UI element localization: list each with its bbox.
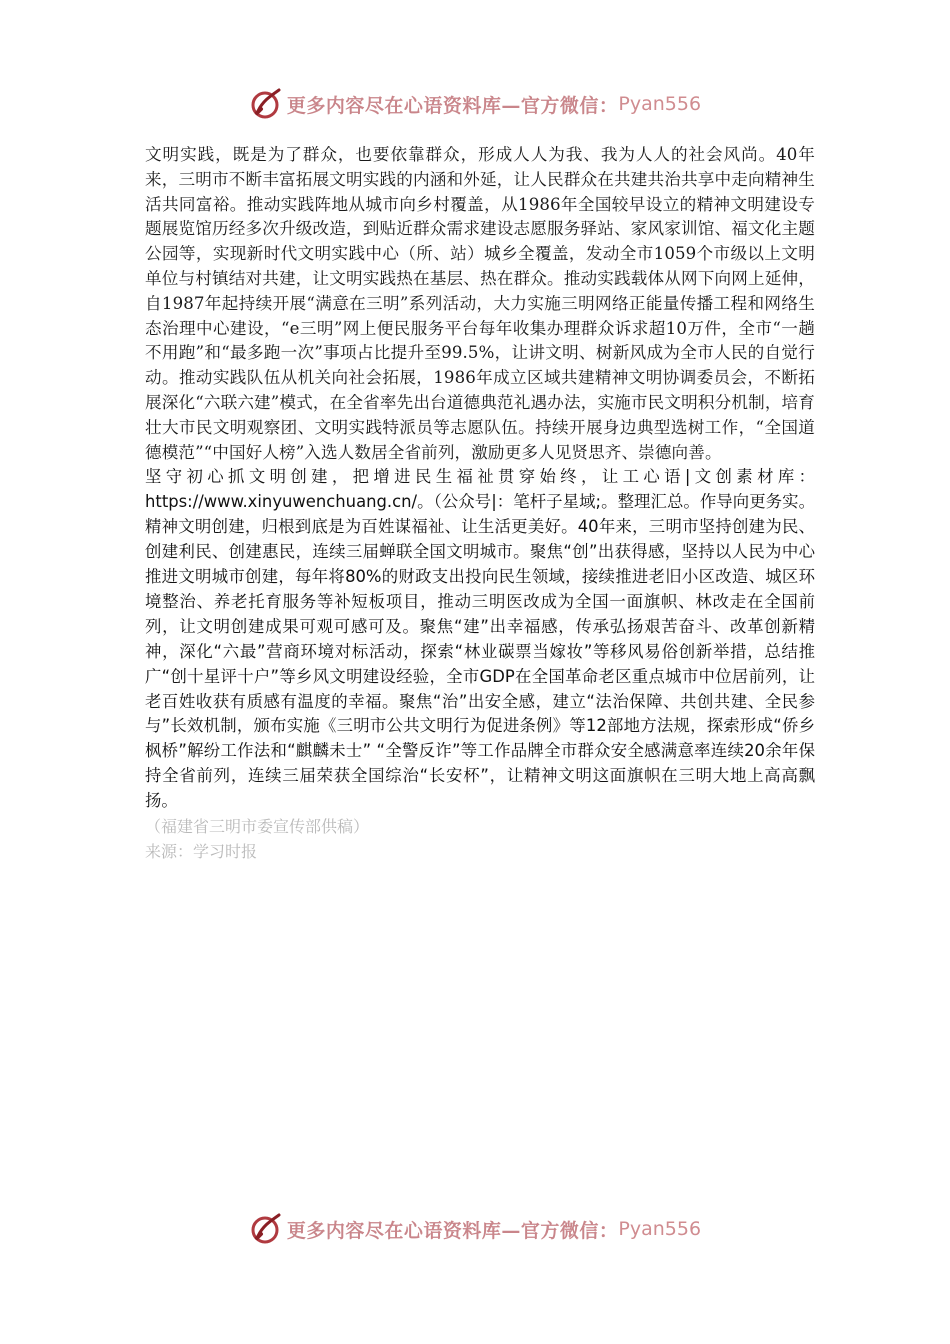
article-source: 来源：学习时报 [145, 842, 258, 862]
banner-wechat-id: Pyan556 [618, 1218, 702, 1240]
banner-site-text: 更多内容尽在心语资料库—官方微信： [286, 1219, 619, 1242]
article-contributor: （福建省三明市委宣传部供稿） [145, 817, 370, 837]
banner-site-text: 更多内容尽在心语资料库—官方微信： [286, 94, 619, 117]
header-watermark-banner [0, 84, 950, 124]
banner-wechat-id: Pyan556 [618, 93, 702, 115]
article-paragraph-2: 坚守初心抓文明创建，把增进民生福祉贯穿始终，让工心语|文创素材库：https://www.xinyuwenchuang.cn/。（公众号|：笔杆子星域;。整理汇总。作导向更务实。精神文明创建，归根到底是为百姓谋福祉、让生活更美好。40年来，三明市坚持创建为民、创建利民、创建惠民，连续三届蝉联全国文明城市。聚焦“创”出获得感，坚持以人民为中心推进文明城市创建，每年将80%的财政支出投向民生领域，接续推进老旧小区改造、城区环境整治、养老托育服务等补短板项目，推动三明医改成为全国一面旗帜、林改走在全国前列，让文明创建成果可观可感可及。聚焦“建”出幸福感，传承弘扬艰苦奋斗、改革创新精神，深化“六最”营商环境对标活动，探索“林业碳票当嫁妆”等移风易俗创新举措，总结推广“创十星评十户”等乡风文明建设经验，全市GDP在全国革命老区重点城市中位居前列，让老百姓收获有质感有温度的幸福。聚焦“治”出安全感，建立“法治保障、共创共建、全民参与”长效机制，颁布实施《三明市公共文明行为促进条例》等12部地方法规，探索形成“侨乡枫桥”解纷工作法和“麒麟未士” “全警反诈”等工作品牌全市群众安全感满意率连续20余年保持全省前列，连续三届荣获全国综治“长安杯”，让精神文明这面旗帜在三明大地上高高飘扬。 [145, 467, 815, 811]
footer-watermark-banner [0, 1209, 950, 1249]
pen-swirl-logo-icon [249, 87, 283, 121]
pen-swirl-logo-icon [249, 1212, 283, 1246]
article-paragraph-1: 文明实践，既是为了群众，也要依靠群众，形成人人为我、我为人人的社会风尚。40年来，三明市不断丰富拓展文明实践的内涵和外延，让人民群众在共建共治共享中走向精神生活共同富裕。推动实践阵地从城市向乡村覆盖，从1986年全国较早设立的精神文明建设专题展览馆历经多次升级改造，到贴近群众需求建设志愿服务驿站、家风家训馆、福文化主题公园等，实现新时代文明实践中心（所、站）城乡全覆盖，发动全市1059个市级以上文明单位与村镇结对共建，让文明实践热在基层、热在群众。推动实践载体从网下向网上延伸，自1987年起持续开展“满意在三明”系列活动，大力实施三明网络正能量传播工程和网络生态治理中心建设，“e三明”网上便民服务平台每年收集办理群众诉求超10万件，全市“一趟不用跑”和“最多跑一次”事项占比提升至99.5%，让讲文明、树新风成为全市人民的自觉行动。推动实践队伍从机关向社会拓展，1986年成立区域共建精神文明协调委员会，不断拓展深化“六联六建”模式，在全省率先出台道德典范礼遇办法，实施市民文明积分机制，培育壮大市民文明观察团、文明实践特派员等志愿队伍。持续开展身边典型选树工作，“全国道德模范”“中国好人榜”入选人数居全省前列，激励更多人见贤思齐、崇德向善。 [145, 145, 815, 462]
article-body [145, 143, 815, 864]
